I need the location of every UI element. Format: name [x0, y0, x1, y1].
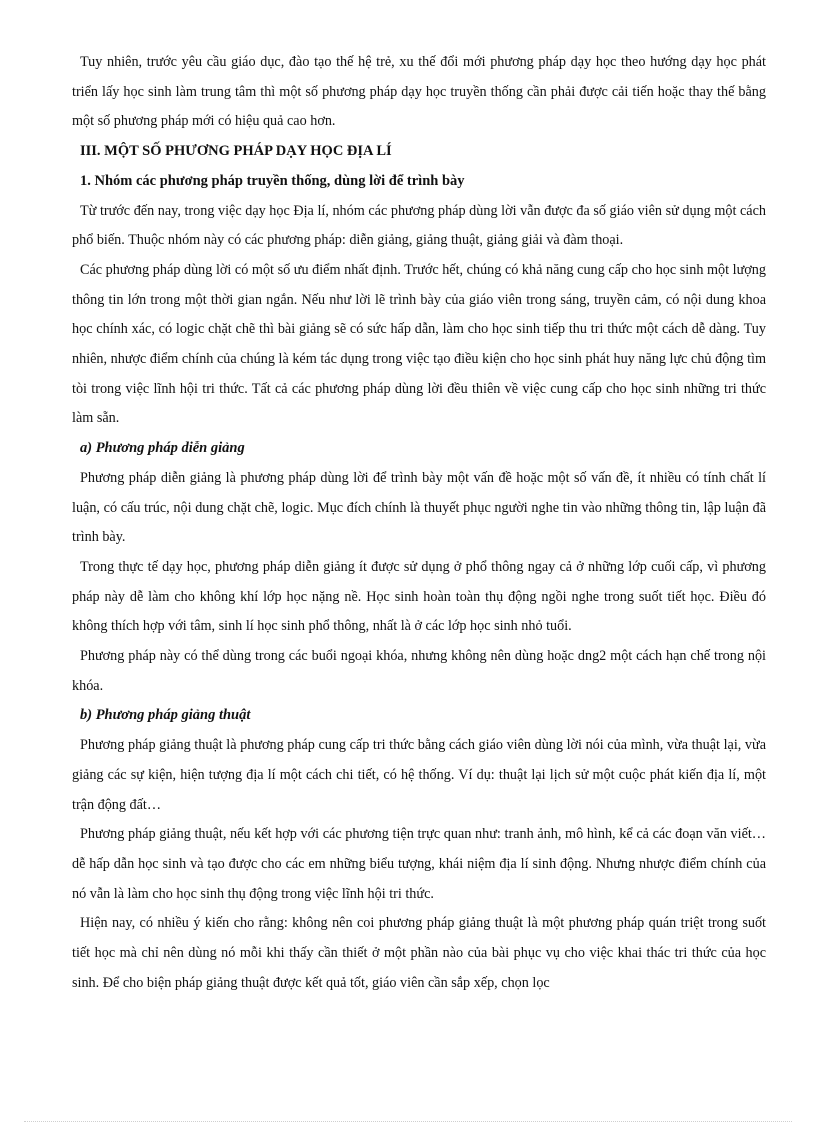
- paragraph-narration-definition: Phương pháp giảng thuật là phương pháp cung cấp tri thức bằng cách giáo viên dùng lời nói của mình, vừa thuật lại, vừa giảng các sự kiện, hiện tượng địa lí một cách chi tiết, có hệ thống. Ví dụ: thuật lại lịch sử một cuộc phát kiến địa lí, một trận động đất…: [72, 737, 766, 813]
- paragraph-overview: Từ trước đến nay, trong việc dạy học Địa lí, nhóm các phương pháp dùng lời vẫn được đa số giáo viên sử dụng một cách phổ biến. Thuộc nhóm này có các phương pháp: diễn giảng, giảng thuật, giảng giải và đàm thoại.: [72, 202, 766, 249]
- paragraph-lecture-practice: Trong thực tế dạy học, phương pháp diễn giảng ít được sử dụng ở phổ thông ngay cả ở những lớp cuối cấp, vì phương pháp này dễ làm cho không khí lớp học nặng nề. Học sinh hoàn toàn thụ động ngồi nghe trong suốt tiết học. Điều đó không thích hợp với tâm, sinh lí học sinh phổ thông, nhất là ở các lớp học sinh nhỏ tuổi.: [72, 558, 766, 635]
- subsection-heading: 1. Nhóm các phương pháp truyền thống, dùng lời để trình bày: [80, 172, 465, 189]
- paragraph-narration-opinion: Hiện nay, có nhiều ý kiến cho rằng: không nên coi phương pháp giảng thuật là một phương pháp quán triệt trong suốt tiết học mà chỉ nên dùng nó mỗi khi thấy cần thiết ở một phần nào của bài phục vụ cho việc khai thác tri thức của học sinh. Để cho biện pháp giảng thuật được kết quả tốt, giáo viên cần sắp xếp, chọn lọc: [72, 915, 766, 991]
- paragraph-advantages: Các phương pháp dùng lời có một số ưu điểm nhất định. Trước hết, chúng có khả năng cung cấp cho học sinh một lượng thông tin lớn trong một thời gian ngắn. Nếu như lời lẽ trình bày của giáo viên trong sáng, truyền cảm, có nội dung khoa học chính xác, có logic chặt chẽ thì bài giảng sẽ có sức hấp dẫn, làm cho học sinh tiếp thu tri thức một cách dễ dàng. Tuy nhiên, nhược điểm chính của chúng là kém tác dụng trong việc tạo điều kiện cho học sinh phát huy năng lực chủ động tìm tòi trong việc lĩnh hội tri thức. Tất cả các phương pháp dùng lời đều thiên về việc cung cấp cho học sinh những tri thức làm sẵn.: [72, 261, 766, 427]
- document-page: [72, 48, 766, 999]
- method-heading-b: b) Phương pháp giảng thuật: [80, 707, 251, 724]
- paragraph-lecture-definition: Phương pháp diễn giảng là phương pháp dùng lời để trình bày một vấn đề hoặc một số vấn đề, ít nhiều có tính chất lí luận, có cấu trúc, nội dung chặt chẽ, logic. Mục đích chính là thuyết phục người nghe tin vào những thông tin, lập luận đã trình bày.: [72, 469, 766, 546]
- section-heading: III. MỘT SỐ PHƯƠNG PHÁP DẠY HỌC ĐỊA LÍ: [80, 143, 392, 160]
- paragraph-narration-visual: Phương pháp giảng thuật, nếu kết hợp với các phương tiện trực quan như: tranh ảnh, mô hình, kể cả các đoạn văn viết…dễ hấp dẫn học sinh và tạo được cho các em những biểu tượng, khái niệm địa lí sinh động. Nhưng nhược điểm chính của nó vẫn là làm cho học sinh thụ động trong việc lĩnh hội tri thức.: [72, 826, 766, 902]
- paragraph-intro: Tuy nhiên, trước yêu cầu giáo dục, đào tạo thế hệ trẻ, xu thế đổi mới phương pháp dạy học theo hướng dạy học phát triển lấy học sinh làm trung tâm thì một số phương pháp dạy học truyền thống cần phải được cải tiến hoặc thay thế bằng một số phương pháp mới có hiệu quả cao hơn.: [72, 54, 766, 130]
- page-bottom-divider: [24, 1121, 792, 1122]
- method-heading-a: a) Phương pháp diễn giảng: [80, 440, 245, 457]
- paragraph-lecture-usage: Phương pháp này có thể dùng trong các buổi ngoại khóa, nhưng không nên dùng hoặc dng2 một cách hạn chế trong nội khóa.: [72, 648, 766, 694]
